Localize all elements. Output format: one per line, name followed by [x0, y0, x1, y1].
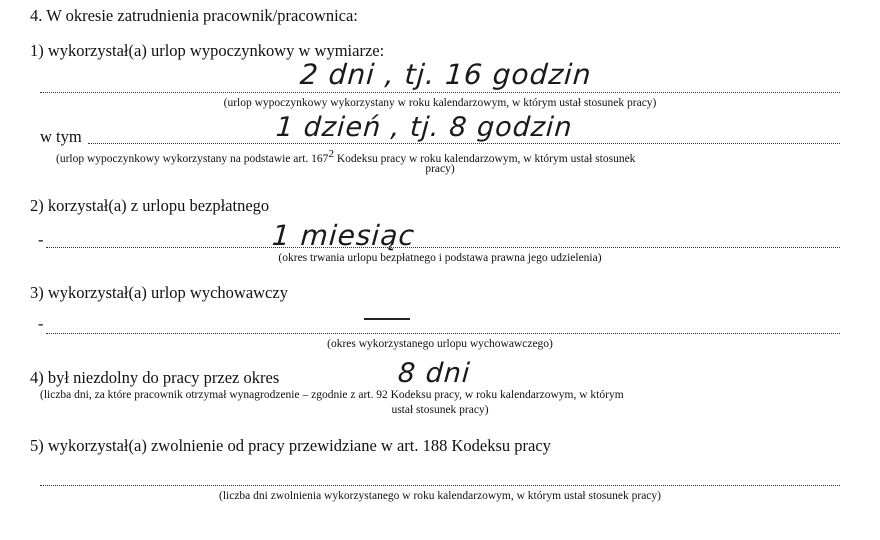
item5-caption: (liczba dni zwolnienia wykorzystanego w roku kalendarzowym, w którym ustał stosunek pracy) — [219, 490, 661, 502]
item1-dotted-line — [40, 92, 840, 93]
item2-label: 2) korzystał(a) z urlopu bezpłatnego — [30, 196, 270, 215]
item4-caption-line2: ustał stosunek pracy) — [391, 404, 489, 416]
item5-label: 5) wykorzystał(a) zwolnienie od pracy przewidziane w art. 188 Kodeksu pracy — [30, 436, 551, 455]
item1-wtym-caption-text-b: Kodeksu pracy w roku kalendarzowym, w którym ustał stosunek — [333, 152, 636, 165]
item4-label: 4) był niezdolny do pracy przez okres — [30, 368, 280, 387]
item3-dotted-line — [46, 333, 840, 334]
item1-caption: (urlop wypoczynkowy wykorzystany w roku kalendarzowym, w którym ustał stosunek pracy) — [223, 97, 657, 109]
item3-caption: (okres wykorzystanego urlopu wychowawczego) — [327, 338, 553, 350]
item3-handwritten-dash — [364, 318, 410, 320]
item2-dotted-line — [46, 247, 840, 248]
item1-wtym-dotted-line — [88, 143, 840, 144]
item1-handwritten-value: 2 dni , tj. 16 godzin — [298, 58, 593, 91]
item1-wtym-handwritten-value: 1 dzień , tj. 8 godzin — [274, 112, 574, 143]
item4-handwritten-value: 8 dni — [396, 358, 472, 389]
item1-wtym-caption-text-a: (urlop wypoczynkowy wykorzystany na podstawie art. 167 — [56, 152, 329, 165]
item2-handwritten-value: 1 miesiąc — [270, 219, 417, 252]
item1-wtym-caption-superscript: 2 — [328, 148, 334, 160]
item2-caption: (okres trwania urlopu bezpłatnego i podstawa prawna jego udzielenia) — [278, 252, 602, 264]
item4-caption-line1: (liczba dni, za które pracownik otrzymał wynagrodzenie – zgodnie z art. 92 Kodeksu pracy, w roku kalendarzowym, w którym — [40, 389, 624, 401]
item1-wtym-caption-line2: pracy) — [425, 163, 455, 175]
item5-dotted-line — [40, 485, 840, 486]
item1-label: 1) wykorzystał(a) urlop wypoczynkowy w wymiarze: — [30, 41, 385, 60]
item3-prefix: - — [38, 314, 44, 333]
item2-prefix: - — [38, 230, 44, 249]
item1-wtym-label: w tym — [40, 127, 82, 146]
section-heading: 4. W okresie zatrudnienia pracownik/pracownica: — [30, 6, 358, 25]
item3-label: 3) wykorzystał(a) urlop wychowawczy — [30, 283, 288, 302]
